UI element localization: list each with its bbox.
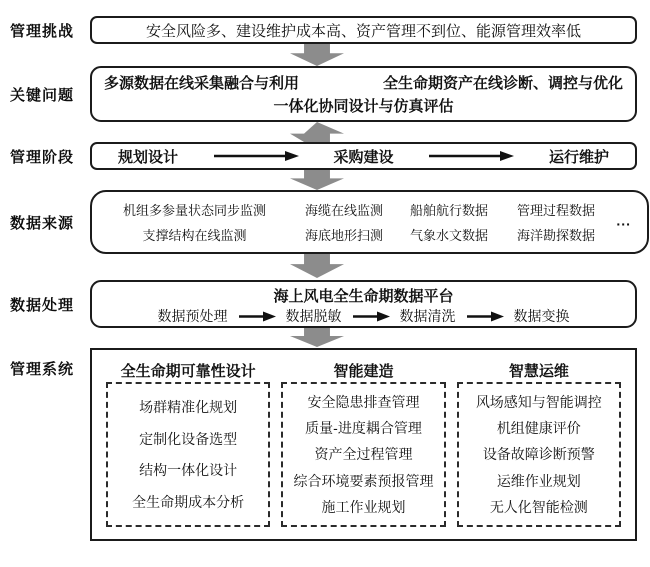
system-list-smart-construction [281, 382, 445, 527]
flow-gap-3 [0, 170, 650, 190]
system-item: 质量-进度耦合管理 [305, 420, 422, 437]
data-source-item: 海底地形扫测 [304, 228, 383, 243]
arrow-right-icon [428, 150, 514, 162]
data-sources-line2 [102, 225, 607, 244]
flow-gap-1 [0, 44, 650, 66]
label-data-sources: 数据来源 [10, 214, 75, 232]
label-management-systems: 管理系统 [10, 361, 75, 378]
system-item: 定制化设备选型 [139, 430, 238, 447]
data-source-item: 气象水文数据 [409, 228, 488, 243]
processing-step: 数据清洗 [399, 308, 456, 324]
down-arrow-icon [290, 254, 344, 278]
platform-steps [92, 306, 635, 326]
up-arrow-icon [290, 122, 344, 142]
system-item: 无人化智能检测 [489, 498, 588, 515]
row-management-systems [0, 348, 650, 541]
row-key-issues [0, 66, 650, 122]
system-item: 综合环境要素预报管理 [293, 472, 434, 489]
system-item: 运维作业规划 [496, 472, 581, 489]
flow-gap-2 [0, 122, 650, 142]
system-column-header-reliability-design: 全生命期可靠性设计 [120, 362, 256, 380]
stage-planning-design: 规划设计 [118, 148, 179, 166]
data-source-item: 机组多参量状态同步监测 [122, 203, 266, 218]
row-data-processing [0, 280, 650, 328]
processing-step: 数据脱敏 [285, 308, 342, 324]
system-item: 机组健康评价 [496, 420, 581, 437]
data-source-item: 船舶航行数据 [409, 203, 488, 218]
system-item: 安全隐患排查管理 [307, 394, 420, 411]
system-item: 施工作业规划 [321, 498, 406, 515]
system-column-header-smart-construction: 智能建造 [333, 362, 394, 380]
row-data-sources [0, 190, 650, 254]
key-issue-2: 全生命期资产在线诊断、调控与优化 [382, 75, 623, 93]
systems-box [90, 348, 637, 541]
system-item: 风场感知与智能调控 [475, 394, 602, 411]
label-management-challenges: 管理挑战 [10, 22, 75, 40]
more-sources-ellipsis: ... [616, 212, 631, 229]
stage-operation-maintenance: 运行维护 [548, 148, 609, 166]
system-item: 资产全过程管理 [314, 446, 413, 463]
label-management-stages: 管理阶段 [10, 148, 75, 166]
flow-gap-5 [0, 328, 650, 348]
system-item: 场群精准化规划 [139, 399, 238, 416]
key-issue-3: 一体化协同设计与仿真评估 [273, 97, 454, 115]
data-sources-box [90, 190, 649, 254]
stages-box [90, 142, 637, 170]
arrow-right-icon [213, 150, 299, 162]
system-item: 设备故障诊断预警 [482, 446, 595, 463]
stage-procurement-construction: 采购建设 [333, 148, 394, 166]
system-column-header-smart-om: 智慧运维 [508, 362, 569, 380]
system-list-smart-om [457, 382, 621, 527]
down-arrow-icon [290, 44, 344, 66]
down-arrow-icon [290, 170, 344, 190]
row-management-stages [0, 142, 650, 170]
key-issue-1: 多源数据在线采集融合与利用 [104, 75, 300, 93]
down-arrow-icon [290, 328, 344, 347]
challenges-box [90, 16, 637, 44]
data-sources-line1 [102, 200, 607, 219]
processing-step: 数据变换 [513, 308, 570, 324]
data-platform-box [90, 280, 637, 328]
data-source-item: 管理过程数据 [516, 203, 595, 218]
data-source-item: 支撑结构在线监测 [142, 228, 247, 243]
platform-title: 海上风电全生命期数据平台 [273, 288, 454, 305]
key-issues-box [90, 66, 637, 122]
data-source-item: 海缆在线监测 [304, 203, 383, 218]
data-source-item: 海洋勘探数据 [516, 228, 595, 243]
row-management-challenges [0, 16, 650, 44]
challenges-text: 安全风险多、建设维护成本高、资产管理不到位、能源管理效率低 [145, 22, 581, 40]
label-key-issues: 关键问题 [10, 86, 75, 104]
system-list-reliability-design [106, 382, 270, 527]
system-item: 结构一体化设计 [139, 462, 238, 479]
arrow-right-icon [466, 311, 504, 322]
processing-step: 数据预处理 [157, 308, 228, 324]
key-issues-line2 [104, 95, 623, 116]
system-item: 全生命期成本分析 [132, 493, 245, 510]
flow-gap-4 [0, 254, 650, 280]
key-issues-line1 [104, 72, 623, 93]
arrow-right-icon [352, 311, 390, 322]
label-data-processing: 数据处理 [10, 296, 75, 314]
arrow-right-icon [238, 311, 276, 322]
